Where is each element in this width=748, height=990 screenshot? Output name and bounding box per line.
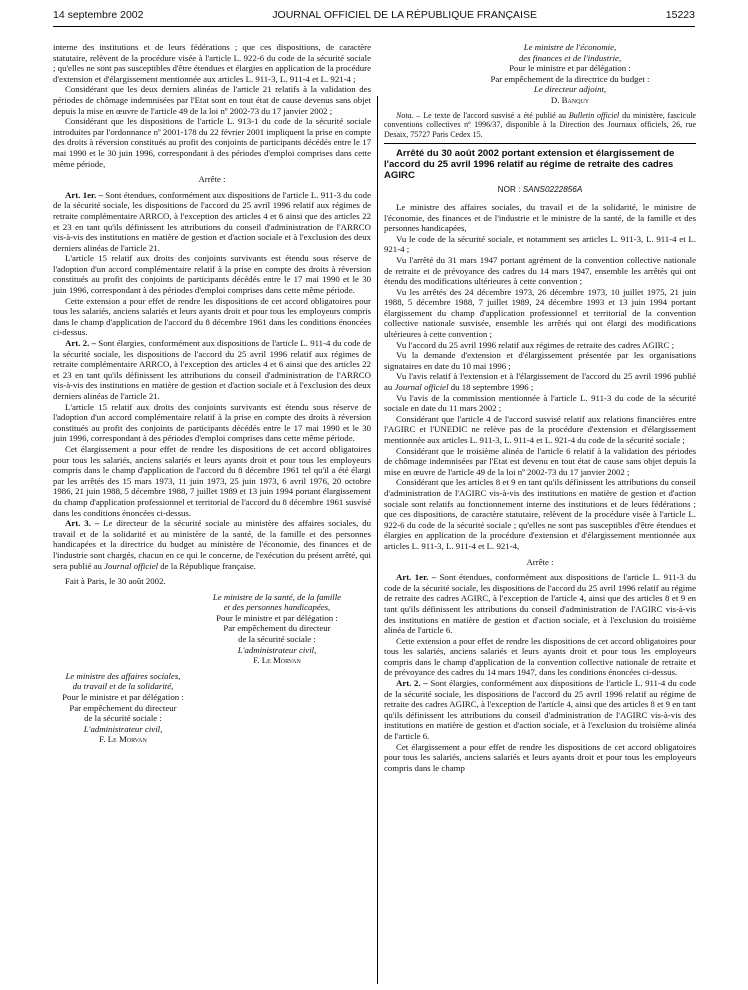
page-header [53, 6, 695, 24]
rsig-line-1: Le ministre de l'économie, [523, 42, 617, 52]
left-art3-label: Art. 3. – [65, 518, 100, 529]
right-para-11: Considérant que les articles 8 et 9 en tant qu'ils définissent les attributions du conseil d'administration de l'AGIRC vis-à-vis des institutions en matière de gestion et d'action sociale sont relatifs au fonctionnement interne des institutions et de leurs fédérations ; que ces dispositions, de caractère statutaire, relèvent de la procédure visée à l'article L. 922-6 du code de la sécurité sociale ; qu'elles ne sont pas susceptibles d'être étendues et élargies en application de la procédure d'extension et d'élargissement mentionnée aux articles L. 911-3, L. 911-4 et L. 921-4, [384, 477, 696, 551]
header-page-number: 15223 [665, 9, 695, 21]
nor-label: NOR : [497, 185, 523, 195]
left-article-3 [53, 518, 371, 571]
right-art1-text: Sont étendues, conformément aux dispositions de l'article L. 911-3 du code de la sécurité sociale, les dispositions de l'accord du 25 avril 1996 relatif au régime de retraite des cadres AGIRC, à l'exception de l'article 4, ainsi que des articles 8 et 9 en tant qu'ils définissent les attributions du conseil d'administration de l'AGIRC vis-à-vis des institutions en matière de gestion et d'action sociale, et à l'exclusion du troisième alinéa de l'article 6. [384, 572, 696, 636]
right-para-2: Vu le code de la sécurité sociale, et notamment ses articles L. 911-3, L. 911-4 et L. 921-4 ; [384, 233, 696, 255]
right-p7b: du 18 septembre 1996 ; [448, 382, 534, 393]
sig2-line-6: L'administrateur civil, [83, 723, 163, 734]
left-art2-label: Art. 2. – [65, 338, 96, 349]
sig1-line-5: de la sécurité sociale : [238, 634, 316, 645]
right-para-3: Vu l'arrêté du 31 mars 1947 portant agrément de la convention collective nationale de retraite et de prévoyance des cadres du 14 mars 1947, ensemble les arrêtés qui ont étendu des modifications ultérieures à cette convention ; [384, 254, 696, 287]
left-art3-text: Le directeur de la sécurité sociale au ministère des affaires sociales, du travail et de la solidarité et au ministère de la santé, de la famille et des personnes handicapées et la directrice du budget au ministère de l'économie, des finances et de l'industrie sont chargés, chacun en ce qui le concerne, de l'exécution du présent arrêté, qui sera publié au [53, 518, 372, 571]
right-article-2 [384, 678, 696, 742]
left-art2-para-3: Cet élargissement a pour effet de rendre les dispositions de cet accord obligatoires pour tous les salariés, anciens salariés et leurs ayants droit et pour tous les employeurs compris dans le champ d'application de l'accord du 8 décembre 1961 tel qu'il a été élargi par les arrêtés des 15 mars 1973, 11 juin 1973, 25 juin 1973, 6 avril 1976, 20 octobre 1986, 21 juin 1988, 5 décembre 1988, 7 juillet 1989 et 13 juin 1994 portant élargissement du champ d'application professionnel et territorial de l'accord du 8 décembre 1961 susvisé dans les conditions énoncées ci-dessus. [53, 443, 371, 518]
right-para-4: Vu les arrêtés des 24 décembre 1973, 26 décembre 1973, 10 juillet 1975, 21 juin 1988, 5 décembre 1988, 7 juillet 1989, 24 décembre 1993 et 13 juin 1994 portant élargissement du champ d'application professionnel et territorial de la convention collective nationale susvisée, ensemble les arrêtés qui ont élargi des modifications ultérieures à cette convention ; [384, 286, 696, 340]
left-art2-text: Sont élargies, conformément aux dispositions de l'article L. 911-4 du code de la sécurité sociale, les dispositions de l'accord du 25 avril 1996 relatif aux régimes de retraite complémentaire ARRCO, à l'exception des articles 4 et 6 ainsi que des articles 22 et 23 en tant qu'ils définissent les attributions du conseil d'administration de l'ARRCO vis-à-vis des institutions en matière de gestion et d'action sociale et à l'exclusion des deux derniers alinéas de l'article 21. [53, 338, 372, 401]
sig1-line-3: Pour le ministre et par délégation : [216, 612, 338, 623]
sig2-line-5: de la sécurité sociale : [84, 713, 162, 724]
right-para-9: Considérant que l'article 4 de l'accord susvisé relatif aux relations financières entre l'AGIRC et l'UNEDIC ne relève pas de la procédure d'extension et d'élargissement mentionnée aux articles L. 911-3, L. 911-4 et L. 921-4 du code de la sécurité sociale ; [384, 413, 696, 445]
decree-title: Arrêté du 30 août 2002 portant extension et élargissement de l'accord du 25 avril 1996 relatif au régime de retraite des cadres AGIRC [384, 148, 675, 182]
sig2-line-2: du travail et de la solidarité, [72, 681, 174, 692]
left-art2-para-2: L'article 15 relatif aux droits des conjoints survivants est étendu sous réserve de l'adoption d'un accord complémentaire relatif à la prise en compte des droits à réversion constitués au profit des conjoints de participants décédés entre le 17 mai 1990 et le 30 juin 1996, correspondant à des périodes d'emploi comprises dans cette même période. [53, 401, 371, 444]
right-article-1 [384, 572, 696, 636]
left-art3-jo: Journal officiel [104, 560, 159, 571]
nota-label: Nota. [396, 110, 414, 120]
left-art1-text: Sont étendues, conformément aux dispositions de l'article L. 911-3 du code de la sécurité sociale, les dispositions de l'accord du 25 avril 1996 relatif aux régimes de retraite complémentaire ARRCO, à l'exception des articles 4 et 6 ainsi que des articles 22 et 23 en tant qu'ils définissent les attributions du conseil d'administration de l'ARRCO vis-à-vis des institutions en matière de gestion et d'action sociale et à l'exclusion des deux derniers alinéas de l'article 21. [53, 189, 371, 253]
rsig-line-6: D. Banquy [550, 94, 590, 105]
left-signature-2 [53, 671, 193, 745]
left-art1-para-3: Cette extension a pour effet de rendre les dispositions de cet accord obligatoires pour tous les salariés, anciens salariés et leurs ayants droit et pour tous les employeurs compris dans le champ d'application de l'accord du 8 décembre 1961 dans les conditions énoncées ci-dessus. [53, 295, 371, 338]
left-column [53, 42, 371, 745]
left-article-1 [53, 190, 371, 254]
left-para-2: Considérant que les deux derniers alinéas de l'article 21 relatifs à la validation des périodes de chômage indemnisées par l'Etat sont en tout état de cause devenus sans objet depuis la mise en œuvre de l'article 49 de la loi nº 2002-73 du 17 janvier 2002 ; [53, 84, 371, 116]
right-art2-para-2: Cet élargissement a pour effet de rendre les dispositions de cet accord obligatoires pour tous les salariés, anciens salariés et leurs ayants droit et pour tous les employeurs compris dans le champ [384, 741, 696, 773]
right-para-8: Vu l'avis de la commission mentionnée à l'article L. 911-3 du code de la sécurité sociale en date du 11 mars 2002 ; [384, 392, 696, 414]
rsig-line-3: Pour le ministre et par délégation : [509, 63, 631, 74]
right-arrete: Arrête : [526, 556, 554, 567]
right-art1-para-2: Cette extension a pour effet de rendre les dispositions de cet accord obligatoires pour tous les salariés, anciens salariés et leurs ayants droit et pour tous les employeurs compris dans le champ d'application de la convention collective nationale de retraite et de prévoyance des cadres du 14 mars 1947, dans les conditions énoncées ci-dessus. [384, 635, 696, 678]
sig2-line-7: F. Le Morvan [99, 734, 147, 745]
sig2-line-3: Pour le ministre et par délégation : [62, 692, 184, 703]
left-signature-1 [183, 592, 371, 666]
left-para-1: interne des institutions et de leurs fédérations ; que ces dispositions, de caractère statutaire, relèvent de la procédure visée à l'article L. 922-6 du code de la sécurité sociale ; qu'elles ne sont pas susceptibles d'être étendues et élargies en application de la procédure d'extension et d'élargissement mentionnée aux articles L. 911-3, L. 911-4 et L. 921-4 ; [53, 42, 371, 84]
rsig-line-2: des finances et de l'industrie, [518, 52, 622, 63]
column-divider [377, 96, 378, 984]
left-fait: Fait à Paris, le 30 août 2002. [65, 576, 166, 587]
header-journal-title: JOURNAL OFFICIEL DE LA RÉPUBLIQUE FRANÇAISE [272, 9, 537, 21]
header-rule [53, 26, 695, 27]
header-date: 14 septembre 2002 [53, 9, 144, 21]
right-column [384, 42, 696, 773]
title-rule [384, 143, 696, 144]
sig1-line-4: Par empêchement du directeur [223, 623, 331, 634]
right-para-1: Le ministre des affaires sociales, du travail et de la solidarité, le ministre de l'économie, des finances et de l'industrie et le ministre de la santé, de la famille et des personnes handicapées, [384, 201, 696, 234]
sig1-line-6: L'administrateur civil, [237, 644, 317, 655]
left-art1-label: Art. 1er. – [65, 189, 103, 200]
rsig-line-5: Le directeur adjoint, [533, 84, 607, 95]
nota-bo: Bulletin officiel [568, 110, 620, 120]
sig2-line-1: Le ministre des affaires sociales, [65, 670, 181, 681]
right-art1-label: Art. 1er. – [396, 572, 437, 583]
nota-text: – Le texte de l'accord susvisé a été publié au [413, 110, 569, 120]
rsig-line-4: Par empêchement de la directrice du budget : [490, 73, 650, 84]
nota-end: du ministère, fascicule conventions collectives nº 1996/37, disponible à la Direction des Journaux officiels, 26, rue Desaix, 75727 Paris Cedex 15. [384, 110, 696, 139]
right-para-7 [384, 371, 696, 392]
right-art2-text: Sont élargies, conformément aux dispositions de l'article L. 911-4 du code de la sécurité sociale, les dispositions de l'accord du 25 avril 1996 relatif au régime de retraite des cadres AGIRC, à l'exception de l'article 4, ainsi que des articles 8 et 9 en tant qu'ils définissent les attributions du conseil d'administration de l'AGIRC vis-à-vis des institutions en matière de gestion et d'action sociale, et à l'exclusion du troisième alinéa de l'article 6. [384, 678, 696, 742]
left-arrete: Arrête : [198, 174, 226, 185]
right-p7a: Vu l'avis relatif à l'extension et à l'élargissement de l'accord du 25 avril 1996 publié au [384, 371, 696, 393]
right-para-6: Vu la demande d'extension et d'élargissement présentée par les organisations signataires en date du 10 mai 1996 ; [384, 350, 696, 371]
sig1-line-2: et des personnes handicapées, [223, 602, 331, 613]
left-art1-para-2: L'article 15 relatif aux droits des conjoints survivants est étendu sous réserve de l'adoption d'un accord complémentaire relatif à la prise en compte des droits à réversion constitués au profit des conjoints de participants décédés entre le 17 mai 1990 et le 30 juin 1996, correspondant à des périodes d'emploi comprises dans cette même période. [53, 253, 371, 296]
nor-code: SANS0222856A [522, 185, 583, 195]
left-para-3: Considérant que les dispositions de l'article L. 913-1 du code de la sécurité sociale introduites par l'ordonnance nº 2001-178 du 22 février 2001 impliquent la prise en compte des droits à réversion constitués au profit des conjoints de participants décédés entre le 17 mai 1990 et le 30 juin 1996, correspondant à des périodes d'emploi comprises dans cette même période, [53, 116, 371, 169]
nor-reference [384, 185, 696, 196]
right-art2-label: Art. 2. – [396, 678, 428, 689]
right-p7-jo: Journal officiel [394, 382, 449, 393]
sig1-line-1: Le ministre de la santé, de la famille [212, 591, 342, 602]
right-signature [444, 42, 696, 106]
sig1-line-7: F. Le Morvan [253, 655, 301, 666]
left-art3-end: de la République française. [158, 560, 257, 571]
right-para-10: Considérant que le troisième alinéa de l'article 6 relatif à la validation des périodes de chômage indemnisées par l'Etat est devenu en tout état de cause sans objet depuis la mise en œuvre de l'article 49 de la loi nº 2002-73 du 17 janvier 2002 ; [384, 445, 696, 477]
nota [384, 111, 696, 140]
left-article-2 [53, 338, 371, 402]
sig2-line-4: Par empêchement du directeur [69, 702, 177, 713]
right-para-5: Vu l'accord du 25 avril 1996 relatif aux régimes de retraite des cadres AGIRC ; [396, 339, 675, 350]
